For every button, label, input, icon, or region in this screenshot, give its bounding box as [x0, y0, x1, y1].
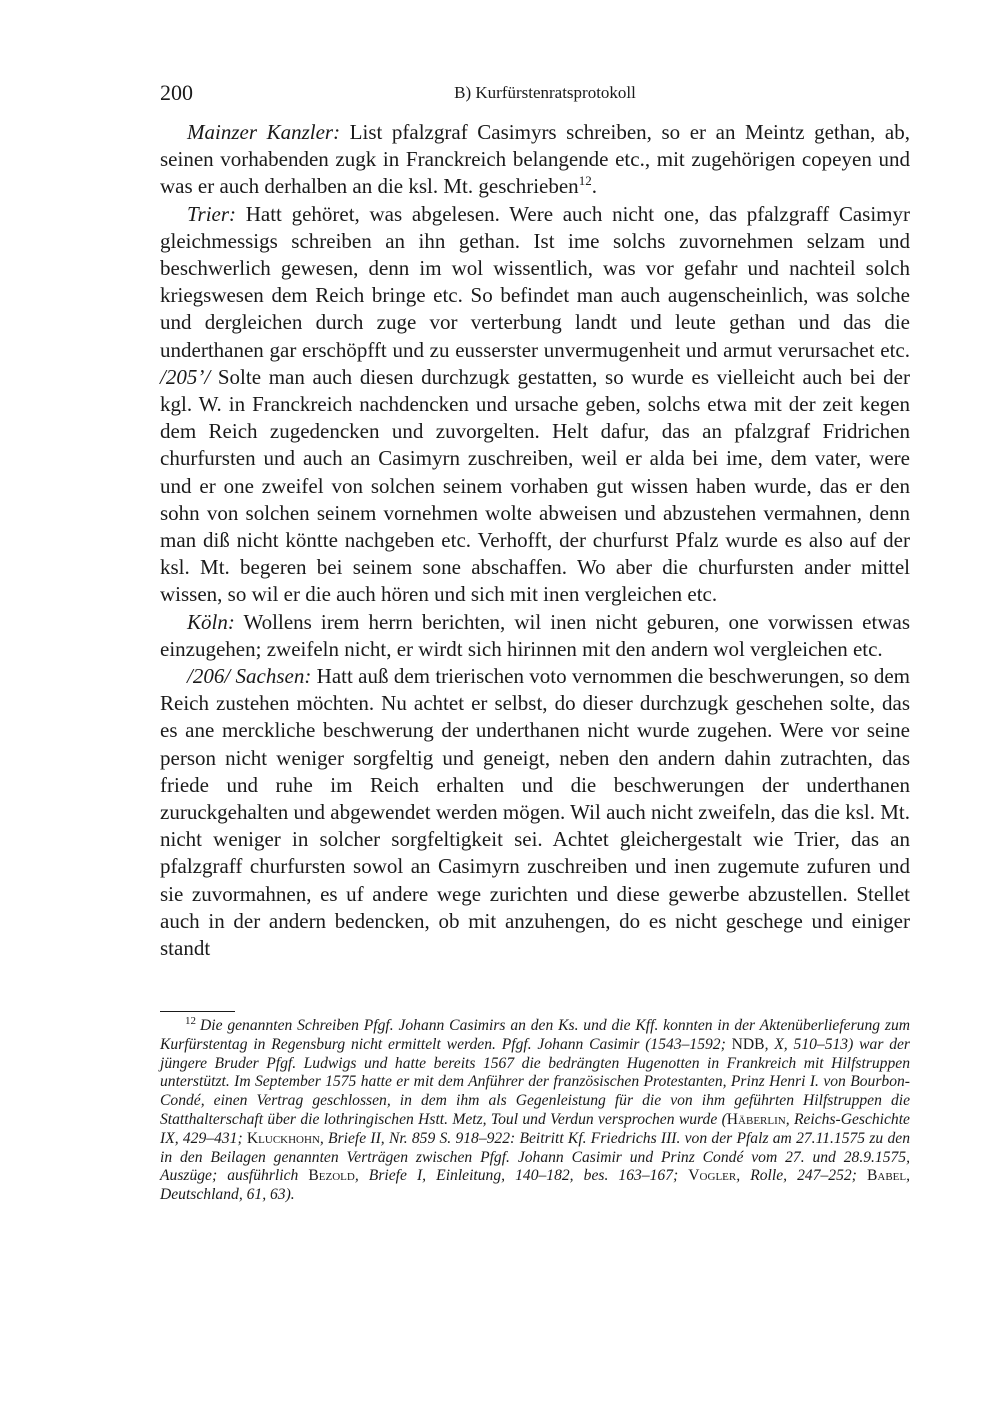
footnote-text: , Rolle, 247–252;: [736, 1167, 867, 1185]
footnote-author: Vogler: [688, 1167, 737, 1185]
paragraph-mainz: [160, 119, 910, 201]
protocol-text: [160, 119, 910, 962]
footnote-author: Babel: [866, 1167, 907, 1185]
paragraph-koeln: [160, 609, 910, 663]
speaker-label: Sachsen:: [235, 664, 312, 689]
footnote-author: Häberlin: [726, 1110, 786, 1128]
footnote-text: , Reichs-Geschichte IX, 429–431;: [160, 1110, 910, 1147]
running-title: B) Kurfürstenratsprotokoll: [454, 83, 636, 102]
folio-marker: /206/: [187, 664, 236, 689]
page-number: 200: [160, 80, 193, 105]
footnote-abbrev: NDB: [731, 1035, 765, 1053]
paragraph-text: Hatt auß dem trierischen voto vernommen die beschwerungen, so dem Reich zustehen möchten. Nu achtet er selbst, do dieser durchzugk geschehen solte, das es ane merckliche beschwerung der underthanen nicht wurde zugehen. Were vor seine person nicht weniger sorgfeltig und geneigt, neben den andern dahin zutrachten, das friede und ruhe im Reich erhalten und die beschwerungen der underthanen zuruckgehalten und abgewendet werden mögen. Wil auch nicht zweifeln, das die ksl. Mt. nicht weniger in solcher sorgfeltigkeit sei. Achtet gleichergestalt wie Trier, das an pfalzgraff churfursten sowol an Casimyrn zuschreiben und inen zugemute zufuren und sie zuvormahnen, es uf andere wege zurichten und diese gewerbe abzustellen. Stellet auch in der andern bedencken, ob mit anzuhengen, do es nicht geschege und einiger standt: [160, 664, 910, 961]
footnote-text: , Briefe I, Einleitung, 140–182, bes. 163–167;: [354, 1167, 689, 1185]
speaker-label: Köln:: [187, 609, 235, 634]
speaker-label: Mainzer Kanzler:: [187, 120, 341, 144]
paragraph-text: Wollens irem herrn berichten, wil inen nicht geburen, one vorwissen etwas einzugehen; zweifeln nicht, er wirdt sich hirinnen mit den andern wol vergleichen etc.: [160, 609, 910, 661]
paragraph-text: Hatt gehöret, was abgelesen. Were auch nicht one, das pfalzgraff Casimyr gleichmessigs schreiben an ihn gethan. Ist ime solchs zuvornehmen selzam und beschwerlich gewesen, denn im wol wissentlich, was vor gefahr und nachteil solch kriegswesen dem Reich bringe etc. So befindet man auch augenscheinlich, was solche und dergleichen durch zuge vor verterbung landt und leute gethan und das die underthanen gar erschöpfft und zu eusserster unvermugenheit und armut verursachet etc.: [160, 201, 910, 362]
paragraph-sachsen: [160, 663, 910, 962]
paragraph-text-end: .: [591, 174, 597, 199]
footnote-text: Die genannten Schreiben Pfgf. Johann Casimirs an den Ks. und die Kff. konnten in der Aktenüberlieferung zum Kurfürstentag in Regensburg nicht ermittelt werden. Pfgf. Johann Casimir (1543–1592;: [160, 1017, 910, 1053]
footnote-author: Kluckhohn: [246, 1129, 320, 1147]
footnote-reference[interactable]: 12: [578, 173, 592, 189]
speaker-label: Trier:: [187, 201, 237, 226]
footnote-text: , Briefe II, Nr. 859 S. 918–922: Beitritt Kf. Friedrichs III. von der Pfalz am 27.11.1575 zu den in den Beilagen genannten Verträgen zwischen Pfgf. Johann Casimir und Prinz Condé vom 27. und 28.9.1575, Auszüge; ausführlich: [160, 1129, 910, 1185]
footnote-separator: [160, 1011, 235, 1012]
page-header: [160, 80, 910, 110]
footnote-text: , X, 510–513) war der jüngere Bruder Pfgf. Ludwigs und hatte bereits 1567 die bedrängten Hugenotten in Frankreich mit Hilfstruppen unterstützt. Im September 1575 hatte er mit dem Anführer der französischen Protestanten, Prinz Henri I. von Bourbon-Condé, einen Vertrag geschlossen, in dem ihm als Gegenleistung für die von ihm geführten Hilfstruppen die Statthalterschaft über die lothringischen Hstt. Metz, Toul und Verdun versprochen wurde (: [160, 1035, 910, 1128]
footnote-12: [160, 1014, 910, 1205]
footnote-number: 12: [185, 1014, 196, 1027]
folio-marker: /205’/: [160, 364, 211, 389]
paragraph-text: List pfalzgraf Casimyrs schreiben, so er an Meintz gethan, ab, seinen vorhabenden zugk in Franckreich belangende etc., mit zugehörigen copeyen und was er auch derhalben an die ksl. Mt. geschrieben: [160, 120, 910, 199]
paragraph-trier: [160, 201, 910, 609]
footnote-text: , Deutschland, 61, 63).: [160, 1167, 910, 1204]
footnote-author: Bezold: [308, 1167, 355, 1185]
paragraph-text-continued: Solte man auch diesen durchzugk gestatten, so wurde es vielleicht auch bei der kgl. W. in Franckreich nachdencken und ursache geben, solchs etwa mit der zeit kegen dem Reich zugedencken und zuvorgelten. Helt dafur, das an pfalzgraf Fridrichen churfursten und auch an Casimyrn zuschreiben, weil er alda bei ime, dem vater, were und er one zweifel von solchen seinem vorhaben gut wissen haben wurde, das er den sohn von solchen seinem vornehmen wolte abweisen und abzustehen vermahnen, denn man diß nicht köntte nachgeben etc. Verhofft, der churfurst Pfalz wurde es also auf der ksl. Mt. begeren bei seinem sone abschaffen. Wo aber die churfursten ander mittel wissen, so wil er die auch hören und sich mit inen vergleichen etc.: [160, 364, 910, 607]
